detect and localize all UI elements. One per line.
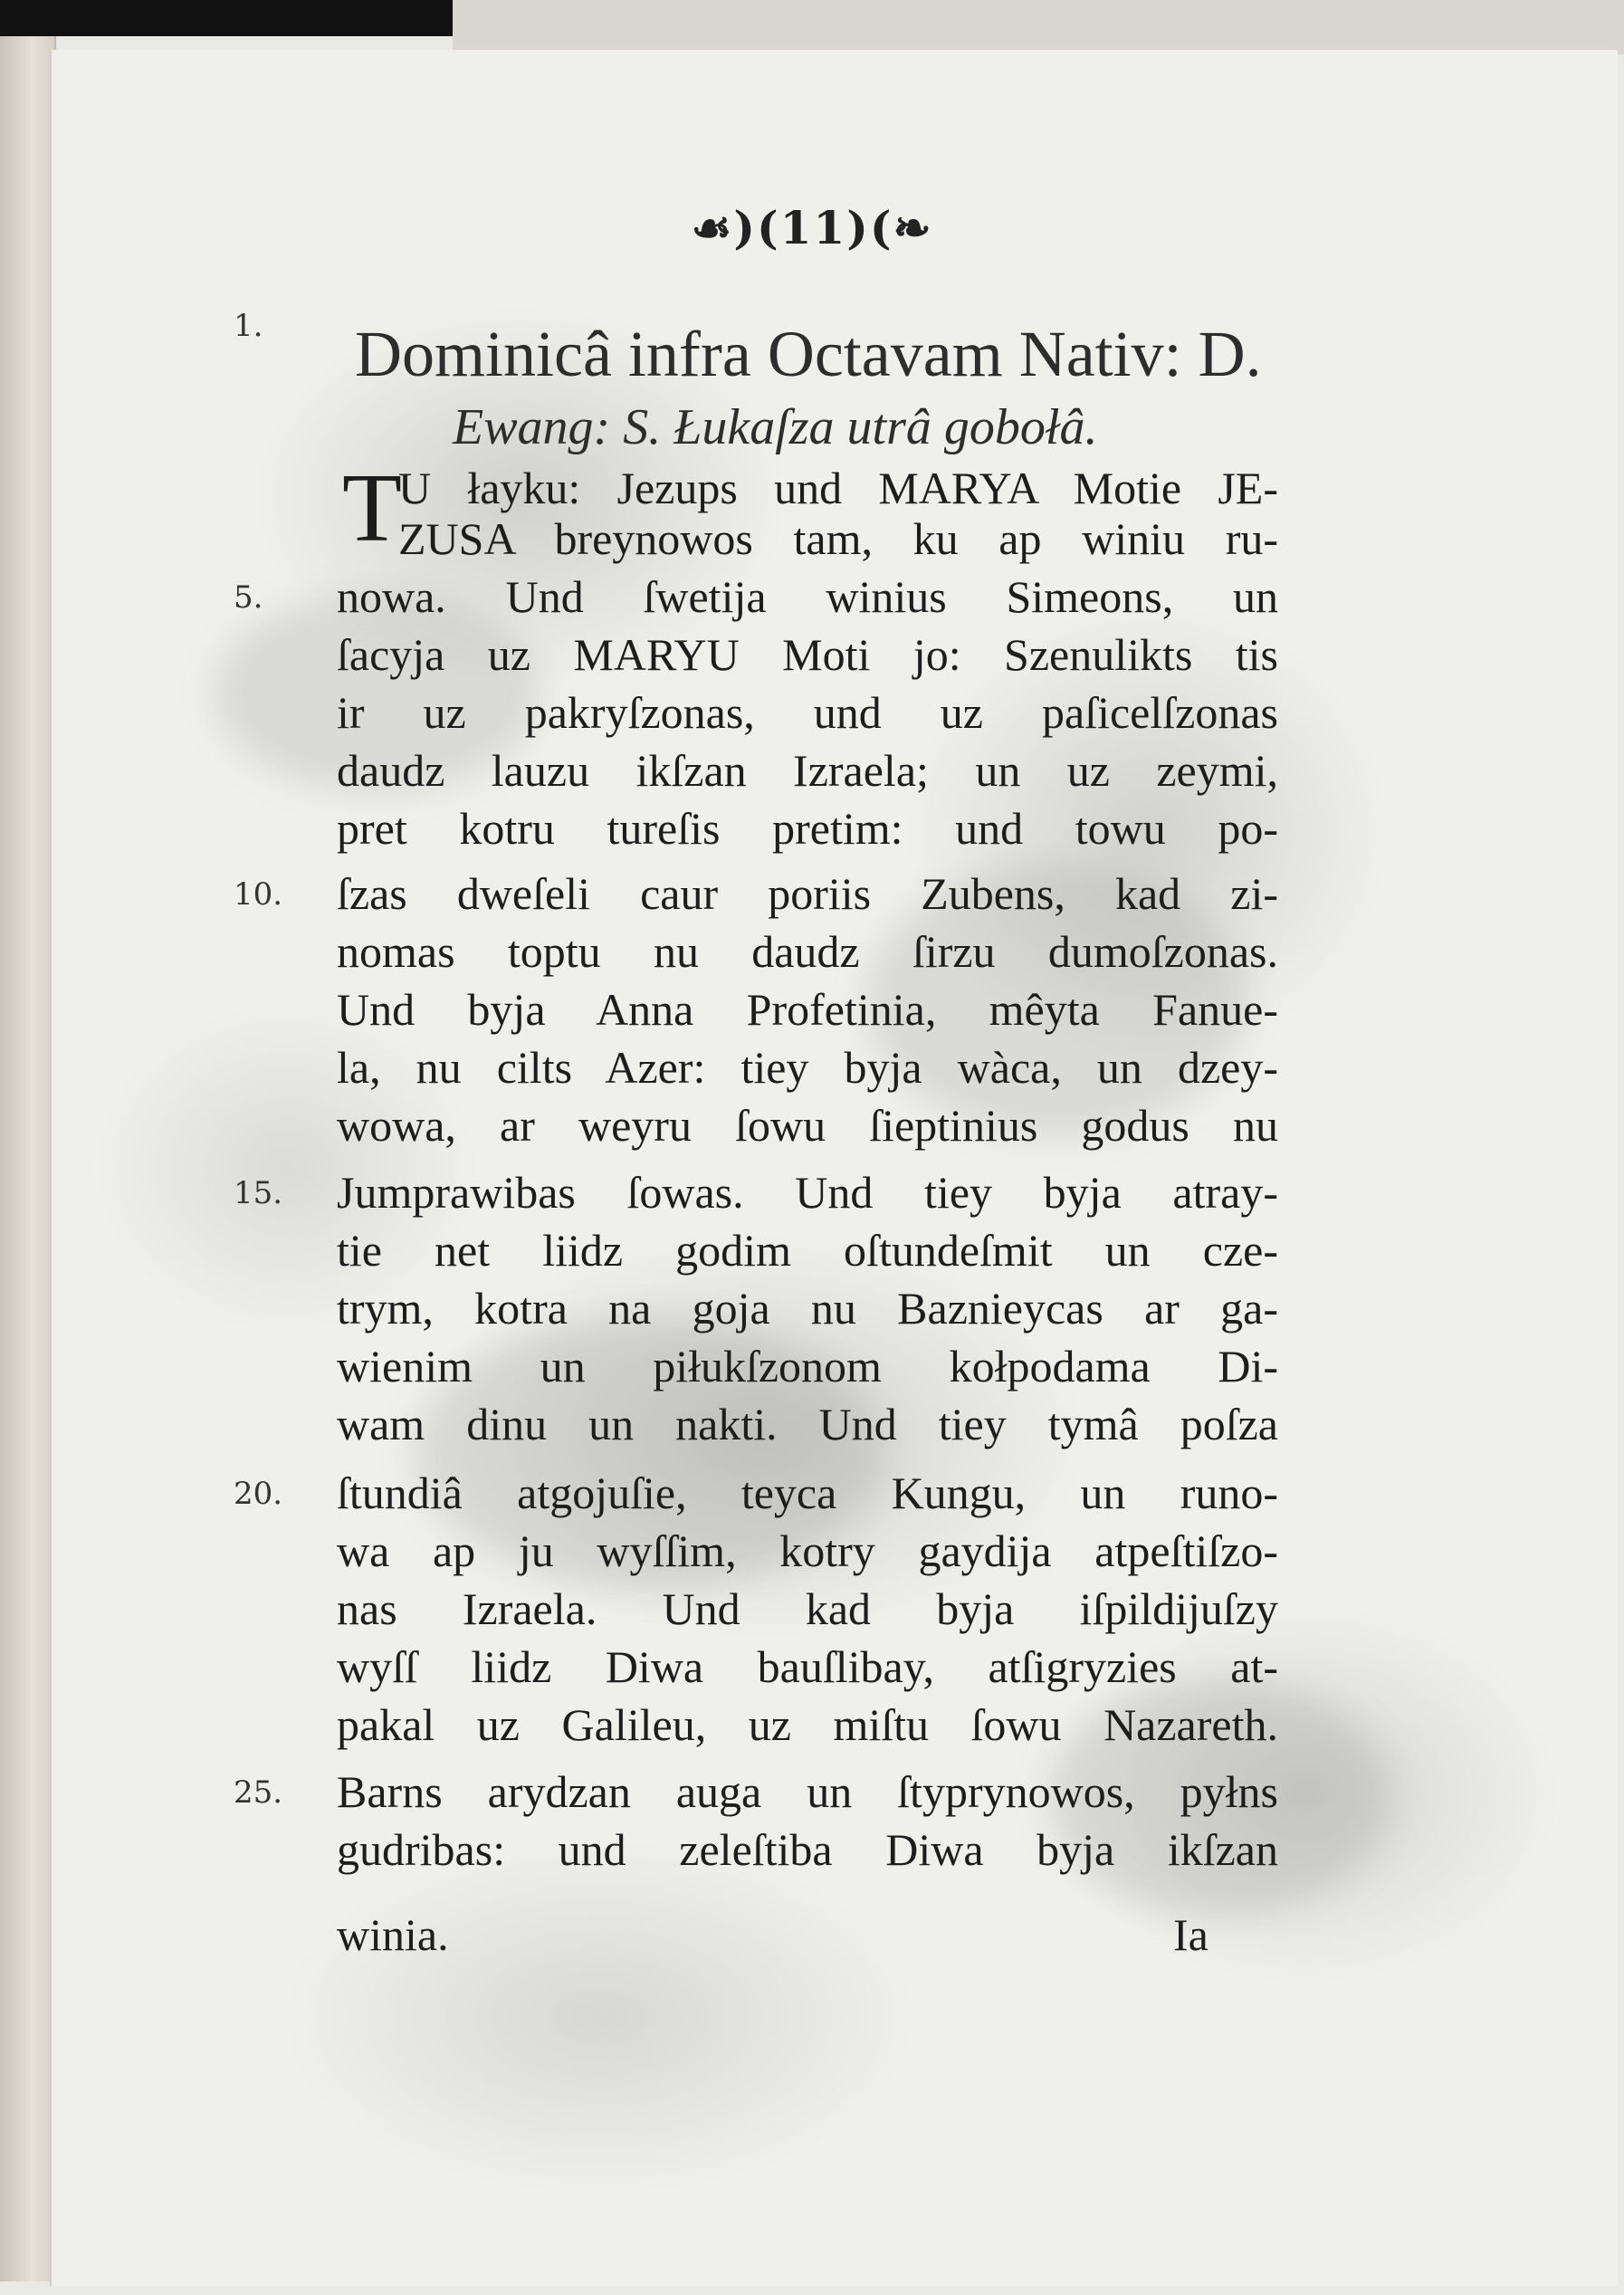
text-line: ſacyja uz MARYU Moti jo: Szenulikts tis xyxy=(337,629,1278,680)
text-line: wienim un piłukſzonom kołpodama Di- xyxy=(337,1341,1278,1391)
text-line: U łayku: Jezups und MARYA Motie JE- xyxy=(398,463,1278,513)
text-line: gudribas: und zeleſtiba Diwa byja ikſzan xyxy=(337,1824,1278,1875)
facing-page-edge xyxy=(0,36,56,2281)
drop-cap: T xyxy=(342,454,402,562)
line-number: 1. xyxy=(234,308,263,344)
running-head-page-number: ☙)(11)(❧ xyxy=(691,201,933,254)
page-top-margin xyxy=(453,0,1624,54)
text-line: trym, kotra na goja nu Baznieycas ar ga- xyxy=(337,1283,1278,1334)
catchword: Ia xyxy=(1173,1909,1208,1960)
line-number: 25. xyxy=(234,1774,283,1811)
text-line: ſzas dweſeli caur poriis Zubens, kad zi- xyxy=(337,868,1278,919)
text-line: nowa. Und ſwetija winius Simeons, un xyxy=(337,571,1278,622)
text-line: wyſſ liidz Diwa bauſlibay, atſigryzies at- xyxy=(337,1641,1278,1692)
line-number: 15. xyxy=(234,1175,283,1211)
line-number: 10. xyxy=(234,876,283,913)
text-line: winia. xyxy=(337,1909,449,1960)
text-line: daudz lauzu ikſzan Izraela; un uz zeymi, xyxy=(337,745,1278,796)
text-line: wowa, ar weyru ſowu ſieptinius godus nu xyxy=(337,1100,1278,1151)
text-line: tie net liidz godim oſtundeſmit un cze- xyxy=(337,1225,1278,1276)
scanner-border xyxy=(0,0,453,36)
line-number: 20. xyxy=(234,1476,283,1512)
text-line: ZUSA breynowos tam, ku ap winiu ru- xyxy=(398,513,1278,564)
page-title: Dominicâ infra Octavam Nativ: D. xyxy=(355,318,1262,390)
text-line: pret kotru tureſis pretim: und towu po- xyxy=(337,803,1278,854)
text-line: nomas toptu nu daudz ſirzu dumoſzonas. xyxy=(337,926,1278,977)
text-line: ir uz pakryſzonas, und uz paſicelſzonas xyxy=(337,687,1278,738)
text-line: wa ap ju wyſſim, kotry gaydija atpeſtiſzo- xyxy=(337,1525,1278,1576)
line-number: 5. xyxy=(234,579,263,616)
text-line: Und byja Anna Profetinia, mêyta Fanue- xyxy=(337,984,1278,1035)
text-line: Barns arydzan auga un ſtyprynowos, pyłns xyxy=(337,1766,1278,1817)
text-line: pakal uz Galileu, uz miſtu ſowu Nazareth. xyxy=(337,1699,1278,1750)
text-line: wam dinu un nakti. Und tiey tymâ poſza xyxy=(337,1399,1278,1449)
text-line: la, nu cilts Azer: tiey byja wàca, un dzey- xyxy=(337,1042,1278,1093)
page-subtitle: Ewang: S. Łukaſza utrâ gobołâ. xyxy=(453,399,1098,455)
text-line: Jumprawibas ſowas. Und tiey byja atray- xyxy=(337,1167,1278,1218)
text-line: ſtundiâ atgojuſie, teyca Kungu, un runo- xyxy=(337,1468,1278,1518)
text-line: nas Izraela. Und kad byja iſpildijuſzy xyxy=(337,1583,1278,1634)
